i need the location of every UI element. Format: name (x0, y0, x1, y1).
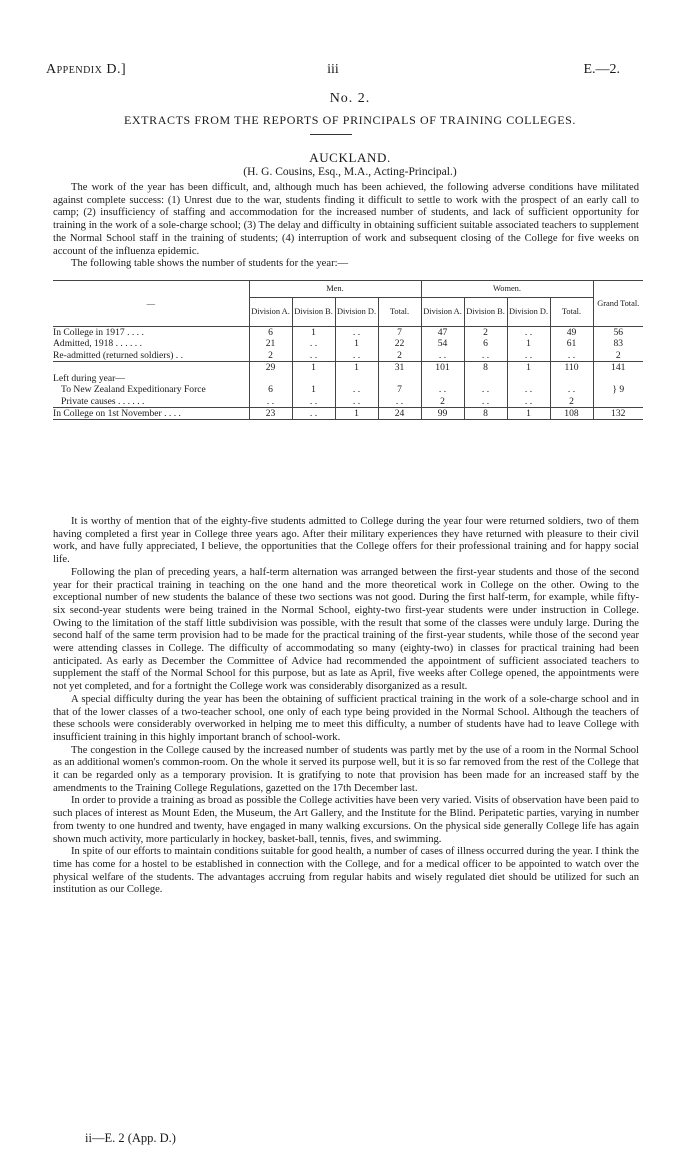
table-cell: 54 (421, 338, 464, 349)
table-row (53, 338, 643, 349)
paragraph: In spite of our efforts to maintain conditions suitable for good health, a number of cases of illness occurred during the year. I think the time has come for a hostel to be established in connection with the College, and for a medical officer to be appointed to watch over the physical welfare of the students. The advantages accruing from regular habits and wisely regulated diet should be utilized for such an institution as our College. (53, 846, 639, 896)
column-header: Division B. (464, 298, 507, 327)
table-cell: 22 (378, 338, 421, 349)
section-number: No. 2. (329, 91, 371, 106)
table-cell (550, 373, 593, 384)
paragraph: The following table shows the number of students for the year:— (71, 258, 349, 270)
table-cell: . . (292, 338, 335, 349)
table-cell: 1 (507, 361, 550, 373)
table-cell (335, 373, 378, 384)
table-cell: . . (507, 350, 550, 362)
table-cell: 1 (335, 408, 378, 420)
table-cell: 2 (378, 350, 421, 362)
table-row (53, 361, 643, 373)
table-cell: . . (378, 396, 421, 408)
table-cell (464, 373, 507, 384)
paragraph: The work of the year has been difficult, and, although much has been achieved, the following adverse conditions have militated against complete success: (1) Unrest due to the war, students finding it difficult to settle to work with the prospect of an early call to camp; (2) insufficiency of staffing and accommodation for the increased number of students, and lack of sufficient opportunity for training in the work of a sole-charge school; (3) The delay and difficulty in obtaining sufficient suitable associated teachers to supplement the Normal School staff in the training of students; (4) interruption of work and subsequent closing of the College for five weeks on account of the influenza epidemic. (53, 182, 639, 257)
row-label: Admitted, 1918 . . . . . . (53, 338, 143, 350)
table-cell: 2 (249, 350, 292, 362)
table-cell: . . (464, 384, 507, 395)
column-header: Division D. (507, 298, 550, 327)
column-header: Division D. (335, 298, 378, 327)
table-row (53, 408, 643, 420)
table-cell: . . (464, 396, 507, 408)
table-cell: 49 (550, 327, 593, 339)
table-cell: 8 (464, 361, 507, 373)
paragraph: The congestion in the College caused by the increased number of students was partly met by the use of a room in the Normal School as an additional women's common-room. On the whole it served its purpose well, but it is so far removed from the rest of the College that it can be regarded only as a temporary provision. It is gratifying to note that provision has been made for an increased staff by the amendments to the Training College Regulations, gazetted on the 17th December last. (53, 744, 639, 794)
table-cell: 61 (550, 338, 593, 349)
table-cell: 1 (292, 327, 335, 339)
table-cell (249, 373, 292, 384)
table-cell: 2 (421, 396, 464, 408)
table-cell: 101 (421, 361, 464, 373)
table-cell: 56 (593, 327, 643, 339)
principal-byline: (H. G. Cousins, Esq., M.A., Acting-Principal.) (243, 166, 457, 178)
table-cell (593, 373, 643, 384)
table-cell: 132 (593, 408, 643, 420)
table-cell: 6 (464, 338, 507, 349)
appendix-label: Appendix D.] (46, 62, 127, 77)
page-number: iii (327, 62, 339, 77)
men-header: Men. (249, 281, 421, 298)
table-cell: 1 (507, 408, 550, 420)
column-header: Division B. (292, 298, 335, 327)
grand-total-header: Grand Total. (593, 281, 643, 327)
table-cell: . . (507, 396, 550, 408)
table-cell: 1 (292, 361, 335, 373)
table-cell: . . (335, 350, 378, 362)
body-text (53, 516, 639, 897)
table-cell: 31 (378, 361, 421, 373)
table-cell: 108 (550, 408, 593, 420)
row-label: In College in 1917 . . . . (53, 327, 249, 339)
table-row (53, 350, 643, 362)
paragraph: Following the plan of preceding years, a half-term alternation was arranged between the first-year students and those of the second year for their practical training in teaching on the one hand and the more theoretical work in College on the other. Owing to the exceptional number of new students the balance of these two sections was not good. During the first half-term, for example, while fifty-six second-year students were being trained in the Normal School, eighty-two first-year students were under instruction in College. Owing to the limitation of the staff little subdivision was possible, with the result that some of the classes were unduly large. During the second half of the same term provision had to be made for the practical training of the first-year students, while those of the second year were attending classes in College. The difficulty of accommodating so many (eighty-two) in classes for practical training had been anticipated. As early as December the Committee of Advice had recommended the appointment of sufficient associated teachers to supplement the staff of the Normal School for this purpose, but as late as April, five weeks after College opened, the appointments were not yet completed, and for a fortnight the College work was considerably disorganized as a result. (53, 566, 639, 693)
table-cell: } 9 (593, 384, 643, 395)
row-label: To New Zealand Expeditionary Force (61, 384, 206, 396)
table-cell (593, 396, 643, 408)
row-label: Re-admitted (returned soldiers) . . (53, 349, 184, 361)
table-cell: 110 (550, 361, 593, 373)
table-row (53, 327, 643, 339)
table-cell (421, 373, 464, 384)
table-cell: 8 (464, 408, 507, 420)
women-header: Women. (421, 281, 593, 298)
paragraph: It is worthy of mention that of the eighty-five students admitted to College during the year four were returned soldiers, two of them having completed a first year in College three years ago. After their military experiences they have returned with pleasure to their civil work, and have fully appreciated, I believe, the opportunities that the College offers for their professional training and for happy social life. (53, 516, 639, 566)
column-header: Division A. (249, 298, 292, 327)
row-label (53, 361, 249, 373)
table-row (53, 384, 643, 395)
column-header: Total. (550, 298, 593, 327)
table-cell (507, 373, 550, 384)
table-row (53, 373, 643, 384)
table-cell: . . (249, 396, 292, 408)
table-cell: 83 (593, 338, 643, 349)
table-cell (292, 373, 335, 384)
table-cell: 1 (335, 338, 378, 349)
paragraph: A special difficulty during the year has been the obtaining of sufficient practical training in the work of a sole-charge school and in that of the lower classes of a two-teacher school, one only of each type being provided in the Normal School. Although the teachers of these schools were considerably overworked in helping me to meet this difficulty, a number of students have had to leave College with insufficient training in this highly important branch of school-work. (53, 693, 639, 743)
table-cell: 23 (249, 408, 292, 420)
students-table (53, 280, 643, 420)
table-cell: 6 (249, 384, 292, 395)
college-heading: AUCKLAND. (309, 150, 391, 165)
table-cell: 1 (335, 361, 378, 373)
table-cell: . . (421, 350, 464, 362)
table-cell (378, 373, 421, 384)
table-cell: 1 (292, 384, 335, 395)
table-cell: 6 (249, 327, 292, 339)
page-header (46, 62, 620, 82)
table-cell: . . (550, 350, 593, 362)
table-cell: 2 (593, 350, 643, 362)
table-row (53, 396, 643, 408)
column-header: Division A. (421, 298, 464, 327)
table-cell: 2 (550, 396, 593, 408)
page-footer: ii—E. 2 (App. D.) (85, 1131, 176, 1145)
table-cell: 99 (421, 408, 464, 420)
row-label: In College on 1st November . . . . (53, 408, 249, 420)
intro-text (53, 182, 639, 271)
table-cell: . . (335, 396, 378, 408)
table-cell: . . (464, 350, 507, 362)
table-cell: 141 (593, 361, 643, 373)
table-cell: 47 (421, 327, 464, 339)
title-rule (310, 134, 352, 135)
document-code: E.—2. (583, 62, 620, 77)
table-cell: 24 (378, 408, 421, 420)
table-cell: 29 (249, 361, 292, 373)
table-cell: . . (292, 408, 335, 420)
column-header: Total. (378, 298, 421, 327)
table-cell: . . (292, 396, 335, 408)
table-cell: . . (507, 327, 550, 339)
paragraph: In order to provide a training as broad as possible the College activities have been very varied. Visits of observation have been paid to such places of interest as Mount Eden, the Museum, the Art Gallery, and the Institute for the Blind. Peripatetic parties, varying in number from twenty to one hundred and twenty, have engaged in many walking excursions. On the physical side generally College life has again shown much activity, more particularly in hockey, basket-ball, tennis, fives, and swimming. (53, 795, 639, 845)
row-label: Private causes . . . . . . (61, 395, 145, 407)
row-label: Left during year— (53, 373, 125, 385)
table-stub-header: — (53, 281, 249, 327)
table-cell: 2 (464, 327, 507, 339)
extracts-title: EXTRACTS FROM THE REPORTS OF PRINCIPALS OF TRAINING COLLEGES. (123, 113, 577, 127)
table-cell: . . (335, 384, 378, 395)
table-cell: . . (421, 384, 464, 395)
table-cell: 7 (378, 384, 421, 395)
table-cell: . . (507, 384, 550, 395)
table-cell: . . (550, 384, 593, 395)
table-cell: . . (292, 350, 335, 362)
table-cell: 21 (249, 338, 292, 349)
table-cell: . . (335, 327, 378, 339)
table-cell: 7 (378, 327, 421, 339)
table-cell: 1 (507, 338, 550, 349)
